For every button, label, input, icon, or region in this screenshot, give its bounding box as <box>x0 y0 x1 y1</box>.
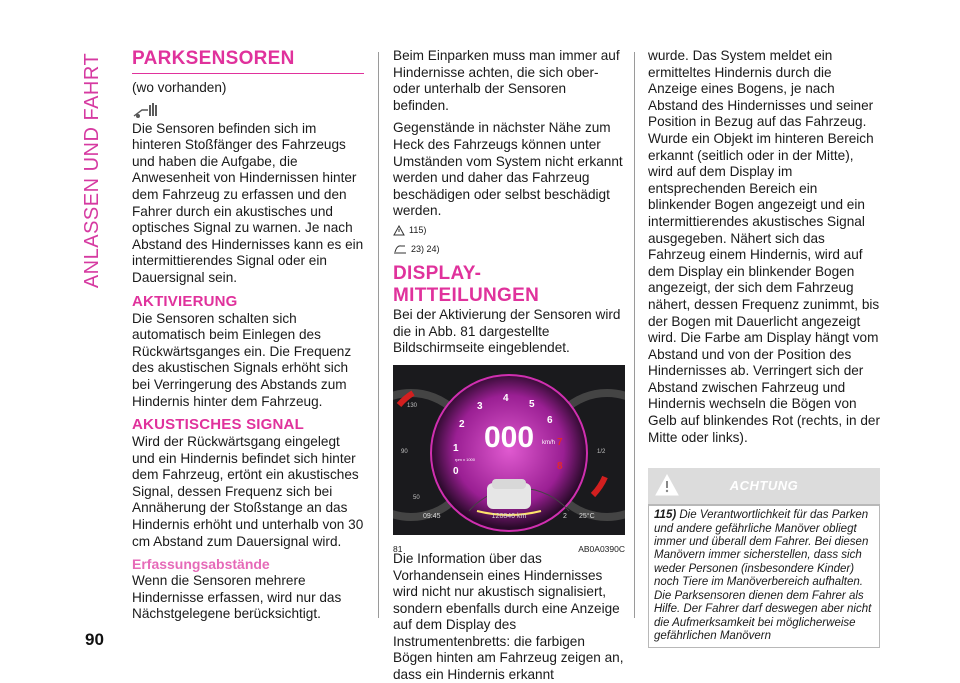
left-gauge-label: 50 <box>413 494 420 501</box>
subheading-erfassungsabstaende: Erfassungsabstände <box>132 556 270 573</box>
warning-number: 115) <box>654 509 677 522</box>
activation-paragraph: Die Sensoren schalten sich automatisch beim Einlegen des Rückwärtsganges ein. Die Frequenz des akustischen Signals erhöht sich bei Verringerung des Abstands zum Hindernis hinter dem Fahrzeug. <box>132 310 352 409</box>
availability-note: (wo vorhanden) <box>132 80 227 95</box>
rpm-unit: rpm x 1000 <box>455 456 476 462</box>
rpm-tick-6: 6 <box>547 414 553 426</box>
left-gauge-label: 130 <box>407 402 418 409</box>
warning-triangle-icon <box>654 473 680 497</box>
figure-caption <box>393 541 625 558</box>
speed-readout: 000 <box>483 420 535 454</box>
figure-number: 81 <box>393 543 403 554</box>
column-divider <box>634 52 635 618</box>
display-paragraph: Bei der Aktivierung der Sensoren wird die in Abb. 81 dargestellte Bildschirmseite eingeblendet. <box>393 307 621 356</box>
caution-reference <box>393 241 625 258</box>
rpm-tick-7: 7 <box>557 436 563 448</box>
warning-reference <box>393 222 625 239</box>
speed-unit: km/h <box>542 439 556 446</box>
fuel-gauge-label: 1/2 <box>597 448 606 455</box>
reference-number: 115) <box>409 224 427 235</box>
figure-code: AB0A0390C <box>578 543 625 554</box>
cluster-illustration <box>393 365 625 535</box>
section-heading-akustisches-signal: AKUSTISCHES SIGNAL <box>132 416 304 434</box>
warning-triangle-icon <box>393 225 405 236</box>
column-3 <box>648 48 880 648</box>
warning-text: Die Verantwortlichkeit für das Parken und andere gefährliche Manöver obliegt immer und überall dem Fahrer. Bei diesen Manövern immer sicherstellen, dass sich weder Personen (insbesondere Kinder) noch Tiere im Manöverbereich aufhalten. Die Parksensoren dienen dem Fahrer als Hilfe. Der Fahrer darf deswegen aber nicht die Aufmerksamkeit bei möglicherweise gefährlichen Manövern <box>654 509 872 642</box>
distances-paragraph: Wenn die Sensoren mehrere Hindernisse erfassen, wird nur das Nächstgelegene berücksichtigt. <box>132 573 342 622</box>
rpm-tick-4: 4 <box>503 392 509 404</box>
column-divider <box>378 52 379 618</box>
warning-box-body <box>648 504 880 648</box>
clock-readout: 09:45 <box>423 512 441 520</box>
parking-sensor-icon <box>132 101 160 119</box>
rpm-tick-1: 1 <box>453 442 459 454</box>
paragraph: Die Information über das Vorhandensein eines Hindernisses wird nicht nur akustisch signalisiert, sondern ebenfalls durch eine Anzeige auf dem Display des Instrumentenbretts: die farbigen Bögen hinten am Fahrzeug zeigen an, dass ein Hindernis erkannt <box>393 550 624 683</box>
rpm-tick-5: 5 <box>529 398 535 410</box>
chapter-side-tab <box>78 40 108 300</box>
section-heading-parksensoren: PARKSENSOREN <box>132 48 295 69</box>
rpm-tick-2: 2 <box>459 418 465 430</box>
instrument-cluster-figure <box>393 365 625 554</box>
intro-paragraph: Die Sensoren befinden sich im hinteren Stoßfänger des Fahrzeugs und haben die Aufgabe, die Anwesenheit von Hindernissen hinter dem Fahrzeug zu erfassen und den Fahrer durch ein akustisches und optisches Signal zu warnen. Je nach Abstand des Hindernisses kann es ein intermittierendes Signal oder ein Dauersignal sein. <box>132 120 364 285</box>
page-number: 90 <box>85 630 104 649</box>
left-gauge-label: 90 <box>401 448 408 455</box>
column-2 <box>393 48 625 683</box>
warning-title: ACHTUNG <box>729 477 799 493</box>
section-heading-display-mitteilungen: DISPLAY-MITTEILUNGEN <box>393 263 540 307</box>
section-heading-aktivierung: AKTIVIERUNG <box>132 292 238 310</box>
temperature-readout: 25°C <box>579 512 595 520</box>
acoustic-paragraph: Wird der Rückwärtsgang eingelegt und ein Hindernis befindet sich hinter dem Fahrzeug, ertönt ein akustisches Signal, dessen Frequenz sich bei Annäherung der Stoßstange an das Hindernis erhöht und unterhalb von 30 cm Abstand zum Dauersignal wird. <box>132 434 364 549</box>
rpm-tick-3: 3 <box>477 400 483 412</box>
gear-readout: 2 <box>563 512 567 520</box>
sensor-symbol <box>132 99 364 119</box>
paragraph: Beim Einparken muss man immer auf Hindernisse achten, die sich ober- oder unterhalb der Sensoren befinden. <box>393 48 620 113</box>
odometer-readout: 120846 km <box>491 512 527 520</box>
rpm-tick-8: 8 <box>557 460 563 472</box>
column-1 <box>132 48 364 623</box>
caution-hand-icon <box>393 243 407 254</box>
chapter-title: ANLASSEN UND FAHRT <box>81 52 104 288</box>
heading-rule <box>132 73 364 74</box>
reference-numbers: 23) 24) <box>411 243 440 254</box>
warning-box-header <box>648 468 880 504</box>
rpm-tick-0: 0 <box>453 465 459 477</box>
paragraph: Gegenstände in nächster Nähe zum Heck des Fahrzeugs können unter Umständen vom System nicht erkannt werden und daher das Fahrzeug beschädigen oder selbst beschädigt werden. <box>393 120 623 219</box>
paragraph: wurde. Das System meldet ein ermitteltes Hindernis durch die Anzeige eines Bogens, je nach Abstand des Hindernisses und seiner Position in Bezug auf das Fahrzeug. Wurde ein Objekt im hinteren Bereich erkannt (seitlich oder in der Mitte), wird auf dem Display im entsprechenden Bereich ein blinkender Bogen angezeigt und ein intermittierendes akustisches Signal ausgegeben. Nähert sich das Fahrzeug einem Hindernis, wird auf dem Display ein blinkender Bogen angezeigt, der sich dem Fahrzeug nähert, dessen Frequenz zunimmt, bis der Bogen mit Dauerlicht angezeigt wird. Die Farbe am Display hängt vom Abstand und von der Position des Hindernisses ab. Verringert sich der Abstand zwischen Fahrzeug und Hindernis wechseln die Bögen von Gelb auf blinkendes Rot (rechts, in der Mitte oder links). <box>648 48 880 445</box>
